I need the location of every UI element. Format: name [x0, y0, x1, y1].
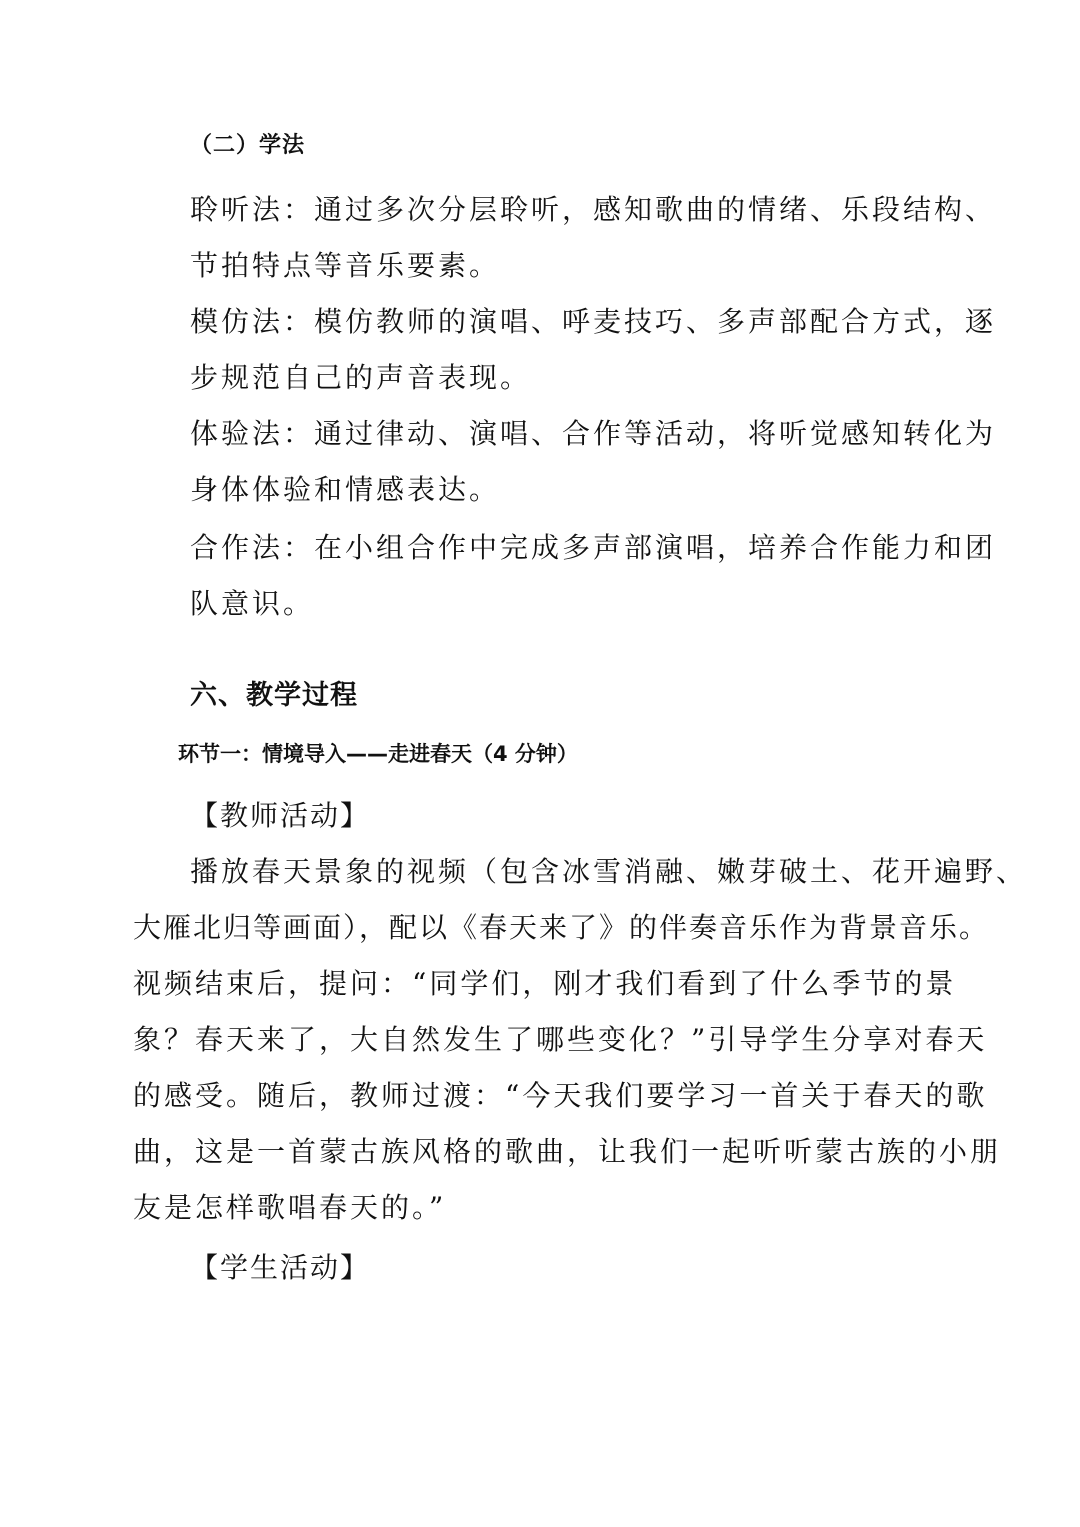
teaching-process-heading: 六、教学过程 [190, 680, 358, 711]
teacher-paragraph-line6: 曲，这是一首蒙古族风格的歌曲，让我们一起听听蒙古族的小朋 [133, 1135, 1002, 1168]
listening-method-line1: 聆听法：通过多次分层聆听，感知歌曲的情绪、乐段结构、 [190, 193, 997, 226]
teacher-paragraph-line3: 视频结束后，提问：“同学们，刚才我们看到了什么季节的景 [133, 967, 957, 1000]
experience-method-line2: 身体体验和情感表达。 [190, 473, 501, 506]
step1-heading: 环节一：情境导入——走进春天（4 分钟） [178, 742, 578, 766]
cooperation-method-line2: 队意识。 [190, 587, 315, 620]
imitation-method-line2: 步规范自己的声音表现。 [190, 361, 532, 394]
teacher-paragraph-line4: 象？春天来了，大自然发生了哪些变化？”引导学生分享对春天 [133, 1023, 988, 1056]
teacher-paragraph-line5: 的感受。随后，教师过渡：“今天我们要学习一首关于春天的歌 [133, 1079, 988, 1112]
cooperation-method-line1: 合作法：在小组合作中完成多声部演唱，培养合作能力和团 [190, 531, 997, 564]
learning-method-heading: （二）学法 [190, 133, 306, 158]
listening-method-line2: 节拍特点等音乐要素。 [190, 249, 501, 282]
student-activity-label: 【学生活动】 [190, 1251, 371, 1284]
imitation-method-line1: 模仿法：模仿教师的演唱、呼麦技巧、多声部配合方式，逐 [190, 305, 997, 338]
teacher-paragraph-line7: 友是怎样歌唱春天的。” [133, 1191, 447, 1224]
teacher-paragraph-line1: 播放春天景象的视频（包含冰雪消融、嫩芽破土、花开遍野、 [190, 855, 1028, 888]
teacher-activity-label: 【教师活动】 [190, 799, 371, 832]
teacher-paragraph-line2: 大雁北归等画面），配以《春天来了》的伴奏音乐作为背景音乐。 [133, 911, 990, 944]
experience-method-line1: 体验法：通过律动、演唱、合作等活动，将听觉感知转化为 [190, 417, 997, 450]
